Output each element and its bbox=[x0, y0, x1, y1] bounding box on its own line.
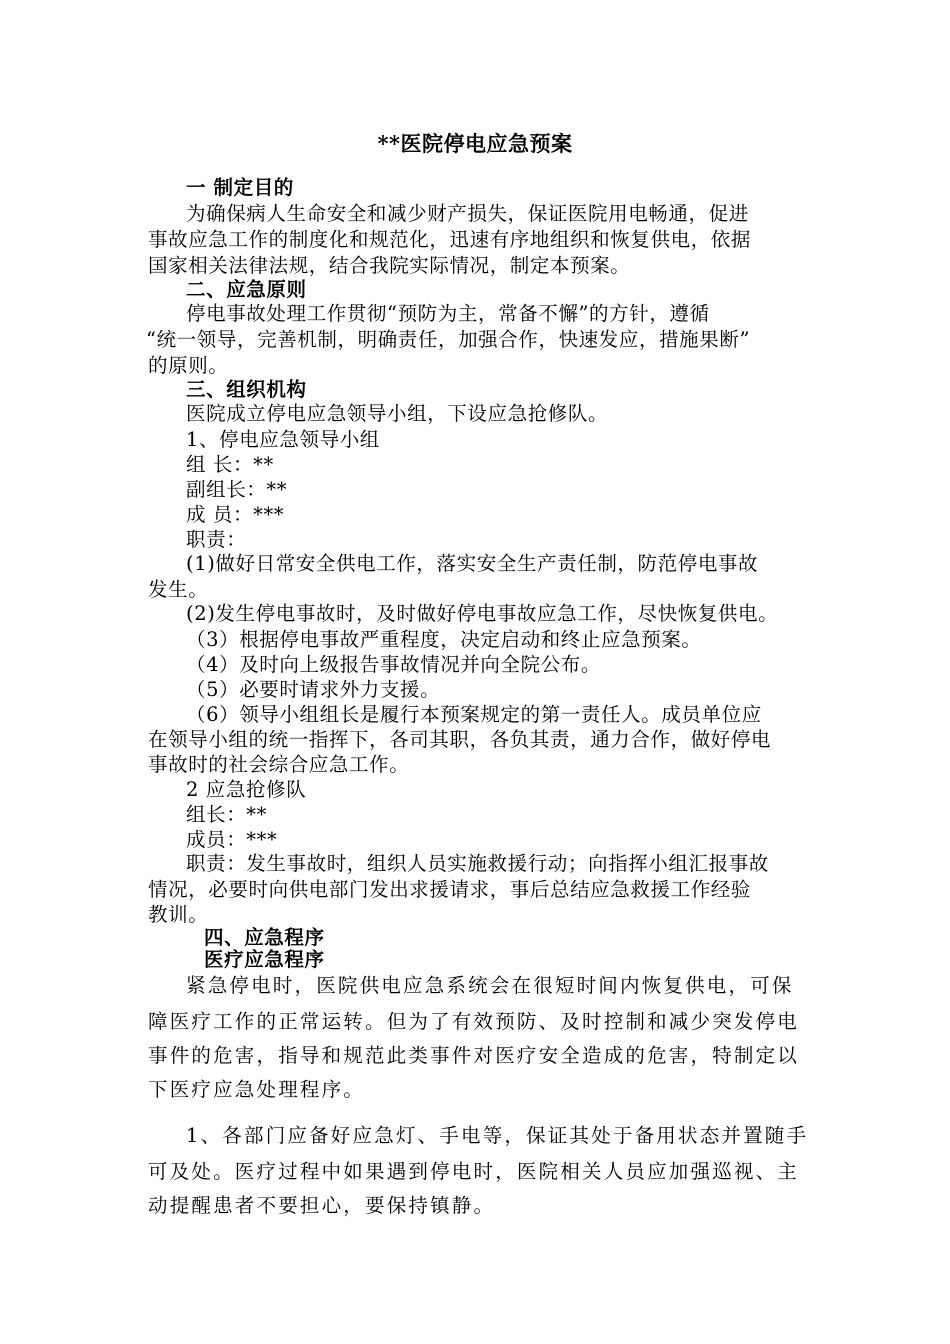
paragraph-line: 动提醒患者不要担心，要保持镇静。 bbox=[148, 1194, 496, 1217]
duty-item: 事故时的社会综合应急工作。 bbox=[148, 753, 410, 776]
paragraph-line: 的原则。 bbox=[148, 354, 229, 377]
role-line: 成员：*** bbox=[186, 828, 278, 851]
role-line: 副组长：** bbox=[186, 478, 288, 501]
paragraph-line: 下医疗应急处理程序。 bbox=[148, 1078, 366, 1101]
duty-item: 教训。 bbox=[148, 903, 209, 926]
heading-medical-procedure: 医疗应急程序 bbox=[204, 948, 325, 971]
duty-item: (1)做好日常安全供电工作，落实安全生产责任制，防范停电事故 bbox=[186, 552, 759, 575]
subheading-repair-team: 2 应急抢修队 bbox=[186, 778, 307, 801]
paragraph-line: 国家相关法律法规，结合我院实际情况，制定本预案。 bbox=[148, 254, 631, 277]
duty-item: （4）及时向上级报告事故情况并向全院公布。 bbox=[186, 653, 602, 676]
role-line: 组 长：** bbox=[186, 453, 274, 476]
paragraph-line: 可及处。医疗过程中如果遇到停电时，医院相关人员应加强巡视、主 bbox=[148, 1160, 800, 1183]
duty-item: 发生。 bbox=[148, 578, 209, 601]
paragraph-line: “统一领导，完善机制，明确责任，加强合作，快速发应，措施果断” bbox=[146, 328, 751, 351]
subheading-leading-group: 1、停电应急领导小组 bbox=[186, 428, 380, 451]
paragraph-line: 事故应急工作的制度化和规范化，迅速有序地组织和恢复供电，依据 bbox=[148, 228, 752, 251]
duty-item: （5）必要时请求外力支援。 bbox=[186, 678, 441, 701]
role-line: 组长：** bbox=[186, 803, 267, 826]
paragraph-line: 障医疗工作的正常运转。但为了有效预防、及时控制和减少突发停电 bbox=[148, 1010, 800, 1033]
duty-item: 职责：发生事故时，组织人员实施救援行动；向指挥小组汇报事故 bbox=[186, 852, 769, 875]
duty-item: (2)发生停电事故时，及时做好停电事故应急工作，尽快恢复供电。 bbox=[186, 602, 779, 625]
duty-item: 情况，必要时向供电部门发出求援请求，事后总结应急救援工作经验 bbox=[148, 878, 752, 901]
paragraph-line: 1、各部门应备好应急灯、手电等，保证其处于备用状态并置随手 bbox=[186, 1124, 809, 1147]
paragraph-line: 事件的危害，指导和规范此类事件对医疗安全造成的危害，特制定以 bbox=[148, 1044, 800, 1067]
heading-procedure: 四、应急程序 bbox=[204, 926, 325, 949]
paragraph-line: 医院成立停电应急领导小组，下设应急抢修队。 bbox=[186, 402, 609, 425]
heading-principle: 二、应急原则 bbox=[186, 278, 307, 301]
heading-organization: 三、组织机构 bbox=[186, 378, 307, 401]
heading-purpose: 一 制定目的 bbox=[186, 176, 294, 199]
role-line: 成 员：*** bbox=[186, 503, 285, 526]
paragraph-line: 紧急停电时，医院供电应急系统会在很短时间内恢复供电，可保 bbox=[186, 974, 794, 997]
document-title: **医院停电应急预案 bbox=[377, 131, 573, 156]
duty-label: 职责： bbox=[186, 528, 247, 551]
paragraph-line: 停电事故处理工作贯彻“预防为主，常备不懈”的方针，遵循 bbox=[186, 302, 710, 325]
duty-item: （6）领导小组组长是履行本预案规定的第一责任人。成员单位应 bbox=[186, 703, 762, 726]
duty-item: （3）根据停电事故严重程度，决定启动和终止应急预案。 bbox=[186, 628, 702, 651]
duty-item: 在领导小组的统一指挥下，各司其职，各负其责，通力合作，做好停电 bbox=[148, 728, 772, 751]
paragraph-line: 为确保病人生命安全和减少财产损失，保证医院用电畅通，促进 bbox=[186, 202, 749, 225]
